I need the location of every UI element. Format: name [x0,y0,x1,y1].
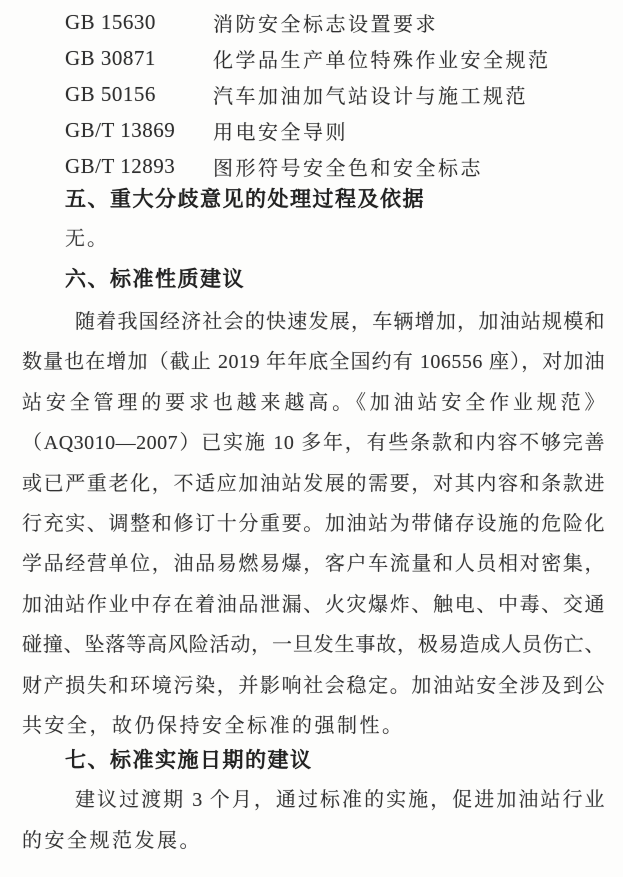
standard-name: 用电安全导则 [213,121,348,144]
standard-name: 汽车加油加气站设计与施工规范 [213,85,528,108]
paragraph-line: 建议过渡期 3 个月，通过标准的实施，促进加油站行业 [75,789,605,812]
section-7-heading: 七、标准实施日期的建议 [65,749,313,773]
standard-name: 化学品生产单位特殊作业安全规范 [213,49,551,72]
standard-code: GB/T 12893 [65,153,176,178]
standard-code: GB/T 13869 [65,117,176,142]
paragraph-line: 站安全管理的要求也越来越高。《加油站安全作业规范》 [22,391,605,414]
standard-row [65,148,623,184]
paragraph-line: 加油站作业中存在着油品泄漏、火灾爆炸、触电、中毒、交通 [22,593,605,616]
standard-row [65,76,623,112]
paragraph-line: 或已严重老化，不适应加油站发展的需要，对其内容和条款进 [22,472,605,495]
paragraph-line: （AQ3010—2007）已实施 10 多年，有些条款和内容不够完善 [22,432,605,455]
standard-code: GB 15630 [65,9,156,34]
referenced-standards-list [0,0,623,184]
standard-row [65,40,623,76]
section-5-heading: 五、重大分歧意见的处理过程及依据 [65,188,425,211]
section-7-paragraph [22,780,605,861]
paragraph-line: 行充实、调整和修订十分重要。加油站为带储存设施的危险化 [22,513,605,536]
section-6-heading: 六、标准性质建议 [65,268,245,291]
standard-code: GB 50156 [65,81,156,106]
standard-code: GB 30871 [65,45,156,70]
paragraph-line: 财产损失和环境污染，并影响社会稳定。加油站安全涉及到公 [22,674,605,697]
standard-name: 消防安全标志设置要求 [213,13,438,36]
standard-row [65,4,623,40]
paragraph-line: 共安全，故仍保持安全标准的强制性。 [22,715,405,738]
standard-row [65,112,623,148]
section-6-paragraph [22,302,605,746]
paragraph-line: 随着我国经济社会的快速发展，车辆增加，加油站规模和 [75,311,605,333]
paragraph-line: 碰撞、坠落等高风险活动，一旦发生事故，极易造成人员伤亡、 [22,634,605,657]
section-5-body: 无。 [65,228,109,250]
paragraph-line: 的安全规范发展。 [22,829,202,852]
paragraph-line: 数量也在增加（截止 2019 年年底全国约有 106556 座），对加油 [22,351,605,374]
standard-name: 图形符号安全色和安全标志 [213,157,483,180]
paragraph-line: 学品经营单位，油品易燃易爆，客户车流量和人员相对密集， [22,553,605,576]
